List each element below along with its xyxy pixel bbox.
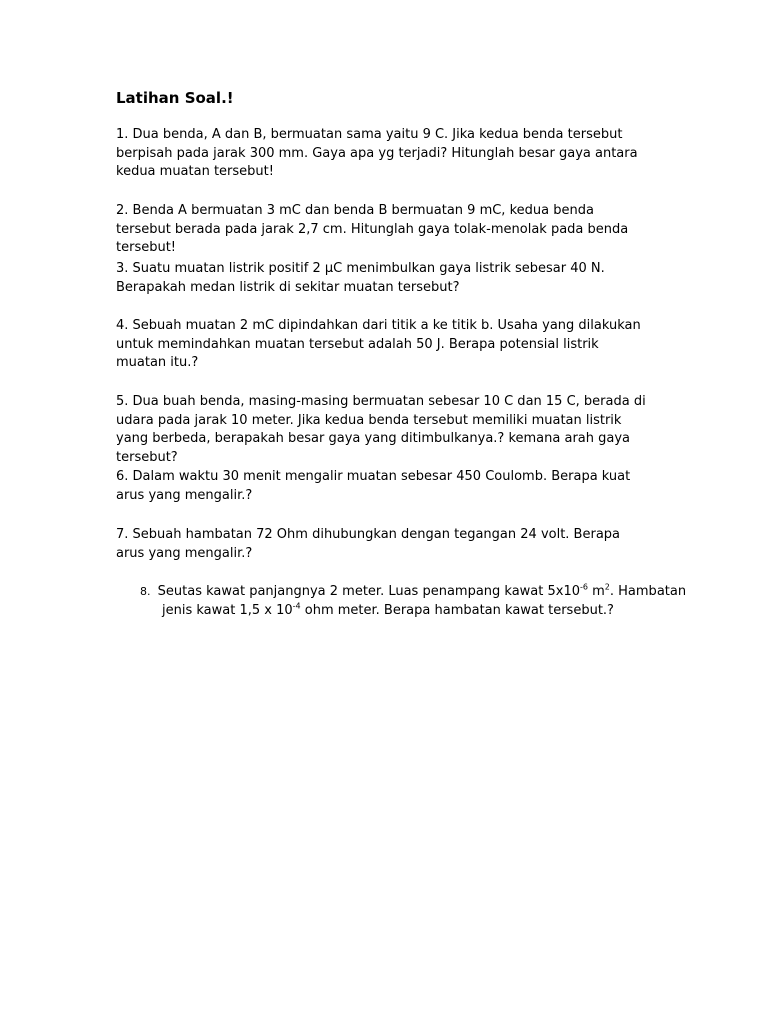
- question-4: 4. Sebuah muatan 2 mC dipindahkan dari titik a ke titik b. Usaha yang dilakukan untuk memindahkan muatan tersebut adalah 50 J. Berapa potensial listrik muatan itu.?: [116, 318, 641, 370]
- question-5: 5. Dua buah benda, masing-masing bermuatan sebesar 10 C dan 15 C, berada di udara pada jarak 10 meter. Jika kedua benda tersebut memiliki muatan listrik yang berbeda, berapakah besar gaya yang ditimbulkanya.? kemana arah gaya tersebut?: [116, 394, 646, 465]
- question-8-text-part-1: Seutas kawat panjangnya 2 meter. Luas penampang kawat 5x10: [157, 584, 581, 599]
- document-title: Latihan Soal.!: [116, 89, 234, 107]
- question-2: 2. Benda A bermuatan 3 mC dan benda B bermuatan 9 mC, kedua benda tersebut berada pada jarak 2,7 cm. Hitunglah gaya tolak-menolak pada benda tersebut!: [116, 203, 629, 255]
- question-8-line-2: [140, 602, 660, 621]
- question-8-number: 8.: [140, 585, 151, 598]
- question-8-exponent-3: -4: [292, 601, 301, 611]
- question-8-text-part-3: . Hambatan: [609, 584, 687, 599]
- question-8-line-1: [140, 582, 687, 602]
- question-8-exponent-2: 2: [604, 582, 610, 592]
- question-3: 3. Suatu muatan listrik positif 2 µC menimbulkan gaya listrik sebesar 40 N. Berapakah medan listrik di sekitar muatan tersebut?: [116, 261, 605, 295]
- question-1: 1. Dua benda, A dan B, bermuatan sama yaitu 9 C. Jika kedua benda tersebut berpisah pada jarak 300 mm. Gaya apa yg terjadi? Hitunglah besar gaya antara kedua muatan tersebut!: [116, 127, 638, 179]
- question-6: 6. Dalam waktu 30 menit mengalir muatan sebesar 450 Coulomb. Berapa kuat arus yang mengalir.?: [116, 469, 631, 503]
- question-8: [140, 582, 687, 620]
- question-8-text-part-4: jenis kawat 1,5 x 10: [162, 602, 293, 618]
- question-8-exponent-1: -6: [580, 582, 588, 592]
- question-7: 7. Sebuah hambatan 72 Ohm dihubungkan dengan tegangan 24 volt. Berapa arus yang mengalir.?: [116, 527, 621, 561]
- question-8-text-part-2: m: [588, 584, 605, 599]
- question-8-text-part-5: ohm meter. Berapa hambatan kawat tersebut.?: [300, 602, 614, 618]
